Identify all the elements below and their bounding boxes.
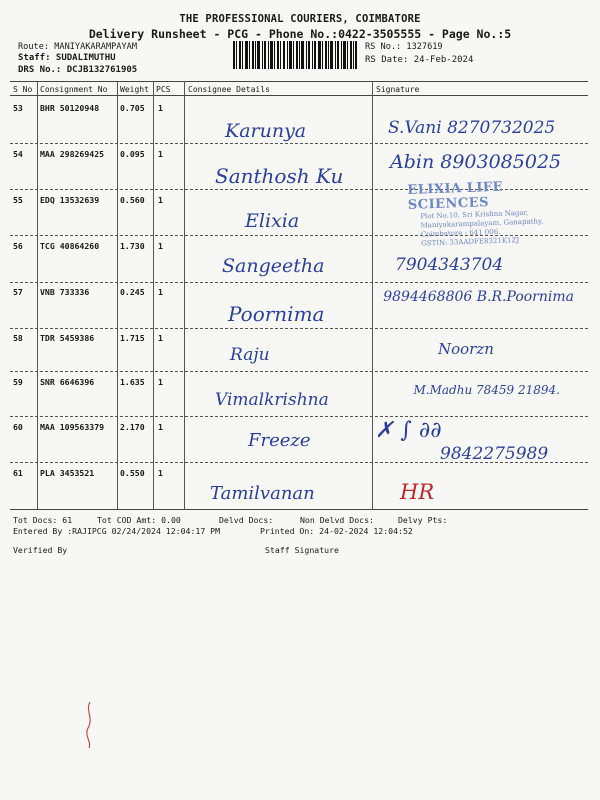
row-sno: 53 [13,103,23,113]
entered-by: Entered By :RAJIPCG 02/24/2024 12:04:17 PM [13,526,221,536]
row-separator [10,143,588,144]
consignee-handwriting: Freeze [248,430,311,451]
row-weight: 1.715 [120,333,145,343]
row-weight: 1.635 [120,377,145,387]
company-name: THE PROFESSIONAL COURIERS, COIMBATORE [179,13,421,25]
stamp-title: ELIXIA LIFE SCIENCES [407,179,504,214]
row-consignment: BHR 50120948 [40,103,100,113]
row-sno: 59 [13,377,23,387]
row-pcs: 1 [158,149,163,159]
row-pcs: 1 [158,287,163,297]
row-separator [10,371,588,372]
row-weight: 0.560 [120,195,145,205]
signature-handwriting: HR [400,480,435,504]
stamp-address-line: Maniyakarampalayam, Ganapathy, [420,217,544,230]
consignee-handwriting: Poornima [228,302,325,326]
column-divider [37,81,38,509]
stamp-address-line: Coimbatore - 641 006. [420,227,501,239]
total-cod: Tot COD Amt: 0.00 [97,515,181,525]
consignee-handwriting: Raju [230,345,270,365]
row-pcs: 1 [158,468,163,478]
signature-handwriting: M.Madhu 78459 21894. [413,383,560,397]
table-top-rule [10,81,588,82]
signature-mark: ✗ ∫ ∂∂ [375,418,442,443]
col-signature: Signature [376,85,420,94]
stamp-address-line: Plot No.10, Sri Krishna Nagar, [420,208,529,221]
staff-signature-label: Staff Signature [265,545,339,555]
delivered-docs: Delvd Docs: [219,515,274,525]
row-separator [10,416,588,417]
row-pcs: 1 [158,333,163,343]
row-consignment: VNB 733336 [40,287,90,297]
row-sno: 58 [13,333,23,343]
col-consignment: Consignment No [40,85,108,94]
consignee-handwriting: Tamilvanan [210,483,315,504]
signature-handwriting: S.Vani 8270732025 [388,118,556,138]
rs-number: RS No.: 1327619 [365,42,443,52]
row-sno: 61 [13,468,23,478]
row-weight: 1.730 [120,241,145,251]
row-weight: 0.705 [120,103,145,113]
rs-date: RS Date: 24-Feb-2024 [365,55,474,65]
column-divider [153,81,154,509]
drs-number: DRS No.: DCJB132761905 [18,65,138,75]
company-stamp [407,177,581,248]
delivery-points: Delvy Pts: [398,515,448,525]
verified-by: Verified By [13,545,68,555]
consignee-handwriting: Santhosh Ku [215,164,344,188]
consignee-handwriting: Karunya [225,120,307,142]
runsheet-title: Delivery Runsheet - PCG - Phone No.:0422-3505555 - Page No.:5 [88,27,512,41]
table-header-rule [10,95,588,96]
consignee-handwriting: Elixia [245,210,300,232]
column-divider [117,81,118,509]
row-sno: 56 [13,241,23,251]
signature-handwriting: 9894468806 B.R.Poornima [383,289,574,305]
row-consignment: TCG 40864260 [40,241,100,251]
row-pcs: 1 [158,103,163,113]
row-pcs: 1 [158,377,163,387]
row-sno: 55 [13,195,23,205]
consignee-handwriting: Sangeetha [222,255,325,277]
table-bottom-rule [10,509,588,510]
row-pcs: 1 [158,241,163,251]
barcode [233,41,357,69]
row-consignment: MAA 298269425 [40,149,105,159]
row-separator [10,282,588,283]
total-docs: Tot Docs: 61 [13,515,73,525]
signature-handwriting: Noorzn [438,340,494,358]
row-consignment: EDQ 13532639 [40,195,100,205]
row-weight: 0.095 [120,149,145,159]
row-weight: 2.170 [120,422,145,432]
column-divider [184,81,185,509]
signature-handwriting: 7904343704 [395,255,504,275]
route: Route: MANIYAKARAMPAYAM [18,42,137,52]
row-consignment: MAA 109563379 [40,422,105,432]
row-sno: 60 [13,422,23,432]
col-consignee: Consignee Details [188,85,270,94]
signature-handwriting: Abin 8903085025 [390,151,562,173]
red-pen-mark [80,700,100,750]
col-sno: S No [13,85,33,94]
row-consignment: PLA 3453521 [40,468,95,478]
row-weight: 0.550 [120,468,145,478]
column-divider [372,81,373,509]
signature-handwriting: 9842275989 [440,444,549,464]
printed-on: Printed On: 24-02-2024 12:04:52 [260,526,413,536]
row-separator [10,328,588,329]
row-sno: 57 [13,287,23,297]
row-sno: 54 [13,149,23,159]
row-consignment: SNR 6646396 [40,377,95,387]
non-delivered-docs: Non Delvd Docs: [300,515,374,525]
row-weight: 0.245 [120,287,145,297]
col-weight: Weight [120,85,149,94]
row-pcs: 1 [158,195,163,205]
stamp-gstin: GSTIN: 33AADFE8321K1ZJ [421,236,520,248]
col-pcs: PCS [156,85,171,94]
consignee-handwriting: Vimalkrishna [215,390,329,410]
staff: Staff: SUDALIMUTHU [18,53,116,63]
row-pcs: 1 [158,422,163,432]
row-consignment: TDR 5459386 [40,333,95,343]
